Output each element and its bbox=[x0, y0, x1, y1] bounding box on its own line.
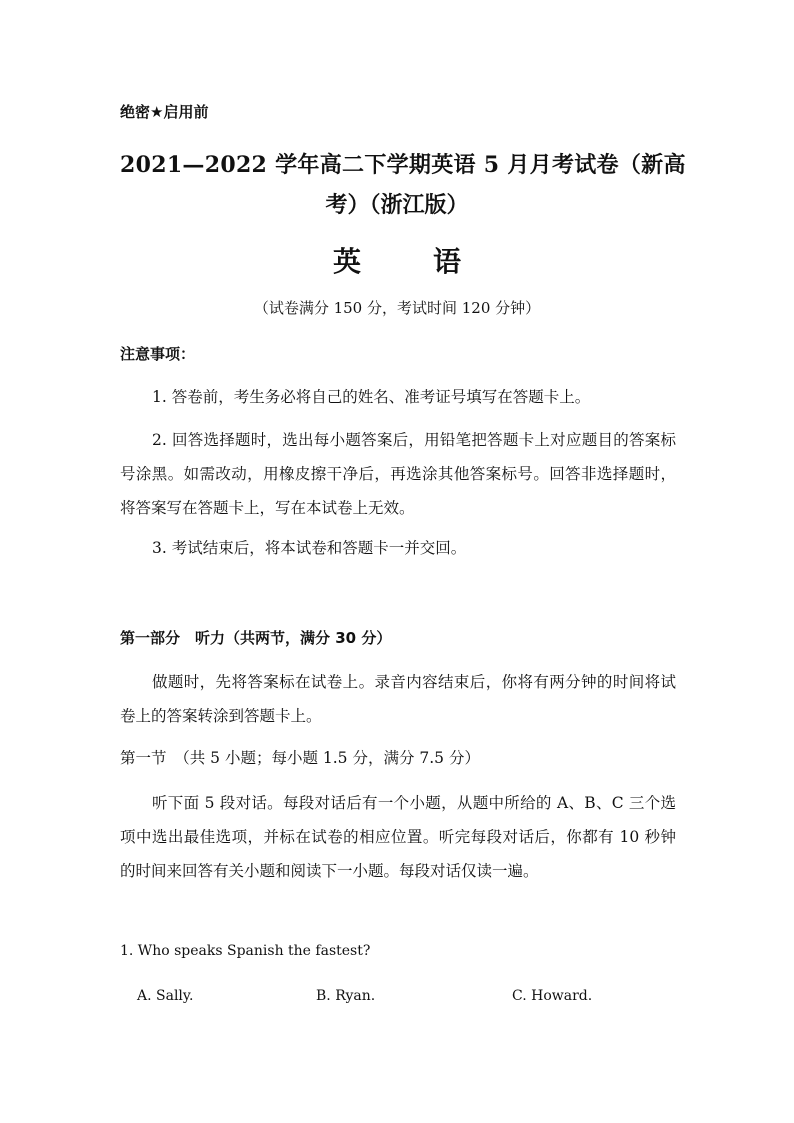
question-1-option-a: A. Sally. bbox=[137, 988, 194, 1004]
question-1-option-c: C. Howard. bbox=[512, 988, 593, 1004]
notice-item-2: 2. 回答选择题时，选出每小题答案后，用铅笔把答题卡上对应题目的答案标号涂黑。如需改动，用橡皮擦干净后，再选涂其他答案标号。回答非选择题时，将答案写在答题卡上，写在本试卷上无效。 bbox=[120, 431, 676, 517]
section1-instruction: 听下面 5 段对话。每段对话后有一个小题，从题中所给的 A、B、C 三个选项中选出最佳选项，并标在试卷的相应位置。听完每段对话后，你都有 10 秒钟的时间来回答有关小题和阅读下一小题。每段对话仅读一遍。 bbox=[120, 794, 676, 880]
part1-title: 第一部分 听力（共两节，满分 30 分） bbox=[120, 629, 392, 647]
score-info: （试卷满分 150 分，考试时间 120 分钟） bbox=[253, 299, 541, 317]
subject-char-1: 英 bbox=[332, 245, 361, 278]
part1-instruction: 做题时，先将答案标在试卷上。录音内容结束后，你将有两分钟的时间将试卷上的答案转涂到答题卡上。 bbox=[120, 673, 676, 725]
subject-heading bbox=[0, 240, 794, 280]
notice-item-3: 3. 考试结束后，将本试卷和答题卡一并交回。 bbox=[152, 539, 467, 557]
exam-title-line2: 考）（浙江版） bbox=[325, 192, 469, 218]
subject-char-2: 语 bbox=[433, 245, 462, 278]
section1-title: 第一节 （共 5 小题；每小题 1.5 分，满分 7.5 分） bbox=[120, 749, 480, 767]
notice-title: 注意事项： bbox=[120, 345, 196, 363]
question-1-option-b: B. Ryan. bbox=[316, 988, 376, 1004]
question-1-stem: 1. Who speaks Spanish the fastest? bbox=[120, 943, 371, 959]
confidential-label: 绝密★启用前 bbox=[120, 103, 209, 121]
exam-title-line1: 2021—2022 学年高二下学期英语 5 月月考试卷（新高 bbox=[120, 152, 686, 178]
notice-item-1: 1. 答卷前，考生务必将自己的姓名、准考证号填写在答题卡上。 bbox=[152, 388, 591, 406]
